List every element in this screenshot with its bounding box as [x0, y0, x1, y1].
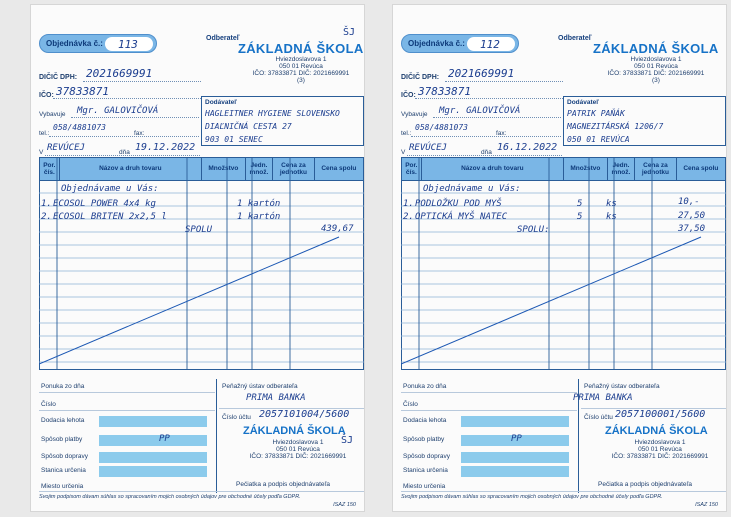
supplier-label: Dodávateľ: [205, 99, 237, 106]
destination-field: [461, 466, 569, 477]
order-number-pill: [401, 34, 519, 53]
item-2-name: ECOSOL BRITEN 2x2,5 l: [53, 212, 167, 222]
destination-label: Stanica určenia: [403, 467, 448, 474]
sum-value: 439,67: [321, 224, 354, 234]
col-unitprice-header: Cena za jednotku: [273, 158, 315, 181]
stamp-city: 050 01 Revúca: [276, 446, 320, 453]
form-code: ISAZ 150: [695, 502, 718, 508]
payment-value: PP: [159, 434, 170, 444]
place-value: REVÚCEJ: [47, 143, 85, 153]
stamp-city: 050 01 Revúca: [638, 446, 682, 453]
transport-label: Spôsob dopravy: [403, 453, 450, 460]
supplier-box: [201, 96, 364, 146]
item-1-no: 1.: [403, 199, 414, 209]
transport-field: [461, 452, 569, 463]
item-1-name: PODLOŽKU POD MYŠ: [415, 199, 502, 209]
account-value: 2057100001/5600: [615, 409, 706, 420]
issued-by-label: Vybavuje: [401, 111, 428, 118]
gdpr-note: Svojim podpisom dávam súhlas so spracovaním mojich osobných údajov pre obchodné účely podľa GDPR.: [39, 494, 301, 500]
school-street: Hviezdoslavova 1: [630, 56, 682, 63]
supplier-line-1: HAGLEITNER HYGIENE SLOVENSKO: [205, 109, 340, 118]
item-2-name: OPTICKÁ MYŠ NATEC: [415, 212, 508, 222]
order-number-label: Objednávka č.:: [46, 39, 103, 48]
account-label: Číslo účtu: [584, 414, 613, 421]
place-label: V: [401, 149, 406, 156]
item-2-unit: ks: [606, 212, 617, 222]
ico-value: 37833871: [56, 85, 109, 98]
date-label: dňa: [481, 149, 492, 156]
bank-value: PRIMA BANKA: [246, 393, 306, 403]
date-value: 19.12.2022: [135, 142, 196, 153]
supplier-line-1: PATRIK PAŇÁK: [567, 109, 625, 118]
stamp-school-name: ZÁKLADNÁ ŠKOLA: [605, 425, 708, 437]
school-num: (3): [297, 77, 305, 84]
date-label: dňa: [119, 149, 130, 156]
order-form-112: [392, 4, 727, 512]
item-2-qty: 5: [577, 212, 583, 222]
col-total-header: Cena spolu: [314, 158, 363, 181]
col-qty-header: Množstvo: [201, 158, 245, 181]
bank-label: Peňažný ústav odberateľa: [222, 383, 298, 390]
item-1-qty: 5: [577, 199, 583, 209]
vat-value: 2021669991: [448, 67, 515, 80]
delivery-label: Dodacia lehota: [403, 417, 447, 424]
stamp-label: Pečiatka a podpis objednávateľa: [598, 481, 693, 488]
item-1-qty: 1 kartón: [237, 199, 281, 209]
col-unitprice-header: Cena za jednotku: [635, 158, 677, 181]
issued-by-label: Vybavuje: [39, 111, 66, 118]
school-name: ZÁKLADNÁ ŠKOLA: [238, 41, 364, 56]
school-num: (3): [652, 77, 660, 84]
item-2-no: 2.: [403, 212, 414, 222]
buyer-label: Odberateľ: [558, 35, 592, 42]
tel-value: 058/4881073: [53, 123, 106, 132]
supplier-label: Dodávateľ: [567, 99, 599, 106]
stamp-initials: ŠJ: [341, 435, 354, 446]
ico-value: 37833871: [418, 85, 471, 98]
bank-label: Peňažný ústav odberateľa: [584, 383, 660, 390]
delivery-field: [461, 416, 569, 427]
school-name: ZÁKLADNÁ ŠKOLA: [593, 41, 719, 56]
item-1-name: ECOSOL POWER 4x4 kg: [53, 199, 156, 209]
delivery-field: [99, 416, 207, 427]
destination-label: Stanica určenia: [41, 467, 86, 474]
tel-label: tel.:: [39, 130, 50, 137]
item-2-total: 27,50: [678, 211, 706, 221]
date-value: 16.12.2022: [497, 142, 558, 153]
bank-value: PRIMA BANKA: [573, 393, 633, 403]
col-no-header: Por. čís.: [40, 158, 60, 181]
item-1-unit: ks: [606, 199, 617, 209]
items-heading: Objednávame u Vás:: [61, 184, 159, 194]
col-unit-header: Jedn. množ.: [607, 158, 634, 181]
vat-value: 2021669991: [86, 67, 153, 80]
school-city: 050 01 Revúca: [279, 63, 323, 70]
tel-value: 058/4881073: [415, 123, 468, 132]
school-ids: IČO: 37833871 DIČ: 2021669991: [607, 70, 705, 77]
col-qty-header: Množstvo: [563, 158, 607, 181]
fax-label: fax:: [496, 130, 507, 137]
number-label: Číslo: [41, 401, 56, 408]
stamp-ids: IČO: 37833871 DIČ: 2021669991: [611, 453, 709, 460]
items-heading: Objednávame u Vás:: [423, 184, 521, 194]
supplier-line-3: 903 01 SENEC: [205, 135, 263, 144]
stamp-school-name: ZÁKLADNÁ ŠKOLA: [243, 425, 346, 437]
transport-field: [99, 452, 207, 463]
school-street: Hviezdoslavova 1: [275, 56, 327, 63]
item-2-no: 2.: [41, 212, 52, 222]
transport-label: Spôsob dopravy: [41, 453, 88, 460]
order-number-pill: [39, 34, 157, 53]
supplier-box: [563, 96, 726, 146]
stamp-label: Pečiatka a podpis objednávateľa: [236, 481, 331, 488]
order-number-value: 112: [480, 38, 500, 51]
payment-value: PP: [511, 434, 522, 444]
payment-field: [99, 435, 207, 446]
tel-label: tel.:: [401, 130, 412, 137]
form-code: ISAZ 150: [333, 502, 356, 508]
initials: ŠJ: [343, 27, 356, 38]
col-no-header: Por. čís.: [402, 158, 422, 181]
order-number-label: Objednávka č.:: [408, 39, 465, 48]
sum-value: 37,50: [678, 224, 706, 234]
order-number-value: 113: [118, 38, 138, 51]
item-1-total: 10,-: [678, 197, 700, 207]
stamp-street: Hviezdoslavova 1: [272, 439, 324, 446]
vat-label: DIČIČ DPH:: [401, 74, 440, 81]
vat-label: DIČIČ DPH:: [39, 74, 78, 81]
sum-label: SPOLU:: [517, 225, 550, 235]
col-name-header: Názov a druh tovaru: [59, 158, 201, 181]
supplier-line-2: DIAĽNIČNÁ CESTA 27: [205, 122, 292, 131]
payment-label: Spôsob platby: [403, 436, 445, 443]
col-unit-header: Jedn. množ.: [245, 158, 272, 181]
school-ids: IČO: 37833871 DIČ: 2021669991: [252, 70, 350, 77]
account-label: Číslo účtu: [222, 414, 251, 421]
order-form-113: [30, 4, 365, 512]
payment-label: Spôsob platby: [41, 436, 83, 443]
place-dest-label: Miesto určenia: [403, 483, 446, 490]
place-value: REVÚCEJ: [409, 143, 447, 153]
item-2-qty: 1 kartón: [237, 212, 281, 222]
issued-by-value: Mgr. GALOVIČOVÁ: [439, 106, 521, 116]
stamp-street: Hviezdoslavova 1: [634, 439, 686, 446]
destination-field: [99, 466, 207, 477]
offer-label: Ponuka zo dňa: [41, 383, 85, 390]
place-label: V: [39, 149, 44, 156]
supplier-line-2: MAGNEZITÁRSKÁ 1206/7: [567, 122, 664, 131]
item-1-no: 1.: [41, 199, 52, 209]
ico-label: IČO:: [401, 92, 416, 99]
school-city: 050 01 Revúca: [634, 63, 678, 70]
number-label: Číslo: [403, 401, 418, 408]
buyer-label: Odberateľ: [206, 35, 240, 42]
issued-by-value: Mgr. GALOVIČOVÁ: [77, 106, 159, 116]
ico-label: IČO:: [39, 92, 54, 99]
col-total-header: Cena spolu: [676, 158, 725, 181]
place-dest-label: Miesto určenia: [41, 483, 84, 490]
fax-label: fax:: [134, 130, 145, 137]
supplier-line-3: 050 01 REVÚCA: [567, 135, 630, 144]
account-value: 2057101004/5600: [259, 409, 350, 420]
sum-label: SPOLU: [185, 225, 213, 235]
offer-label: Ponuka zo dňa: [403, 383, 447, 390]
delivery-label: Dodacia lehota: [41, 417, 85, 424]
gdpr-note: Svojim podpisom dávam súhlas so spracovaním mojich osobných údajov pre obchodné účely podľa GDPR.: [401, 494, 663, 500]
stamp-ids: IČO: 37833871 DIČ: 2021669991: [249, 453, 347, 460]
col-name-header: Názov a druh tovaru: [421, 158, 563, 181]
